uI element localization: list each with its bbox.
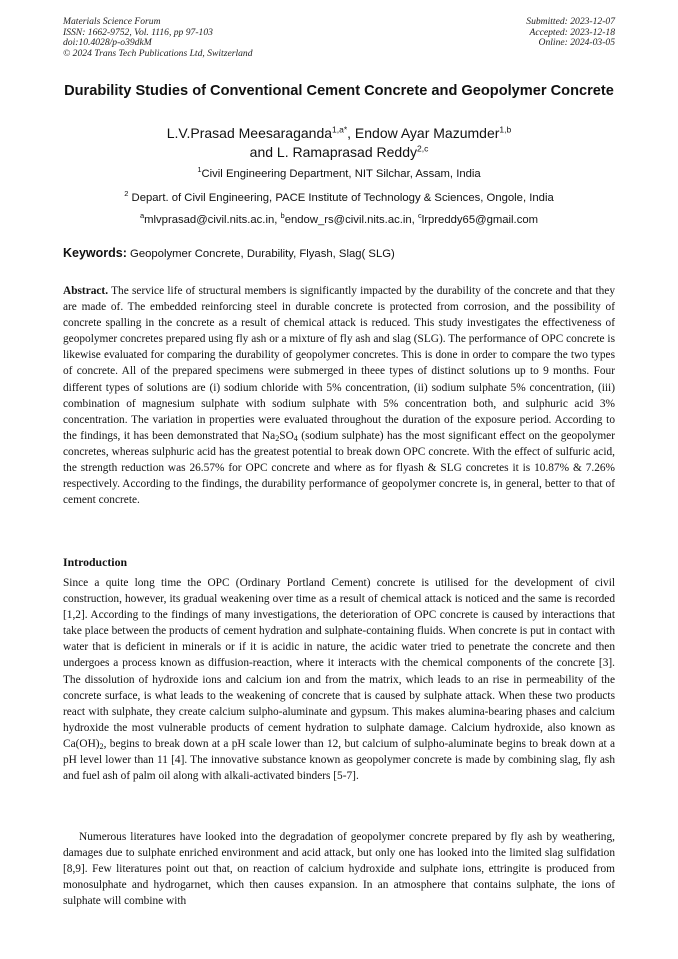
author-name: L. Ramaprasad Reddy: [276, 144, 417, 160]
author-emails: [63, 213, 615, 227]
paragraph-text: , begins to break down at a pH scale lower than 12, but calcium of sulpho-aluminate begins to break down at a pH level lower than 11 [4]. The innovative substance known as geopolymer concrete is made by combining slag, fly ash and fuel ash of palm oil along with alkali-activated binders [5-7].: [63, 737, 615, 783]
affiliation-1: [63, 167, 615, 181]
paragraph-text: Since a quite long time the OPC (Ordinary Portland Cement) concrete is utilised for the development of civil construction, however, its gradual weakening over time as a result of chemical attack is noticed and the same is recorded [1,2]. According to the findings of many investigations, the deterioration of OPC concrete is caused by interactions that take place between the products of cement hydration and sulphate-containing fluids. When concrete is put in contact with water that is deficient in minerals or if it is acidic in nature, the acidic water tried to penetrate the concrete and then undergoes a process known as diffusion-reaction, where it interacts with the chemical components of the concrete [3]. The dissolution of hydroxide ions and calcium ion and from the matrix, which leads to an rise in permeability of the concrete surface, is what leads to the weakening of concrete that is caused by sulphate attack. When these two products react with sulphate, they create calcium sulpho-aluminate and gypsum. This makes alumina-bearing phases and calcium hydroxide the most vulnerable products of cement hydration to sulphate damage. Calcium hydroxide, also known as Ca(OH): [63, 577, 615, 750]
email-mark: c: [417, 211, 422, 221]
issn: ISSN: 1662-9752, Vol. 1116, pp 97-103: [63, 26, 213, 38]
subscript: 2: [99, 741, 104, 751]
affiliation-mark: 1: [197, 165, 202, 175]
doi: doi:10.4028/p-o39dkM: [63, 37, 152, 49]
abstract: [63, 283, 615, 508]
email-mark: b: [280, 211, 285, 221]
publication-dates: [526, 17, 615, 49]
abstract-text: (sodium sulphate) has the most significant effect on the geopolymer concretes, whereas sulphuric acid has the greatest potential to break down OPC concrete. With the effect of sulfuric acid, the strength reduction was 26.57% for OPC concrete and where as for flyash & SLG concretes it is 10.87% & 7.26% respectively. According to the findings, the durability performance of geopolymer concrete is, in general, better to that of cement concrete.: [63, 429, 615, 507]
affiliation-2: [63, 191, 615, 205]
abstract-label: Abstract.: [63, 285, 109, 297]
section-heading-introduction: Introduction: [63, 555, 128, 569]
author-affiliation-mark: 1,b: [499, 124, 512, 135]
accepted-date: Accepted: 2023-12-18: [529, 26, 615, 38]
affiliation-text: Depart. of Civil Engineering, PACE Institute of Technology & Sciences, Ongole, India: [128, 192, 554, 204]
email-mark: a: [139, 211, 145, 221]
author-affiliation-mark: 2,c: [416, 143, 429, 154]
author-conjunction: and: [249, 144, 277, 160]
keywords-label: Keywords:: [63, 246, 127, 260]
copyright: © 2024 Trans Tech Publications Ltd, Switzerland: [63, 47, 253, 59]
introduction-paragraph: [63, 575, 615, 784]
introduction-paragraph: Numerous literatures have looked into the degradation of geopolymer concrete prepared by fly ash by weathering, damages due to sulphate enriched environment and acid attack, but only one has looked into the limited slag sulfidation [8,9]. Few literatures point out that, on reaction of calcium hydroxide and sulphate ions, ettringite is produced from monosulphate and hydrogarnet, which then causes expansion. In an atmosphere that contains sulphate, the ions of sulphate will combine with: [63, 831, 615, 908]
email-address[interactable]: lrpreddy65@gmail.com: [421, 214, 539, 226]
affiliation-text: Civil Engineering Department, NIT Silchar, Assam, India: [201, 168, 481, 180]
abstract-text: SO: [279, 429, 294, 442]
submitted-date: Submitted: 2023-12-07: [526, 16, 615, 27]
affiliation-mark: 2: [124, 189, 129, 199]
email-address[interactable]: endow_rs@civil.nits.ac.in,: [284, 214, 418, 226]
paper-title: Durability Studies of Conventional Cement Concrete and Geopolymer Concrete: [64, 83, 614, 99]
keywords-text: Geopolymer Concrete, Durability, Flyash, Slag( SLG): [126, 248, 395, 260]
subscript: 2: [275, 433, 280, 443]
email-address[interactable]: mlvprasad@civil.nits.ac.in,: [144, 214, 281, 226]
author-name: Endow Ayar Mazumder: [354, 125, 500, 141]
author-affiliation-mark: 1,a*: [332, 124, 348, 135]
journal-name: Materials Science Forum: [63, 16, 161, 27]
author-list: [63, 124, 615, 162]
author-separator: ,: [347, 125, 355, 141]
subscript: 4: [293, 433, 298, 443]
abstract-text: The service life of structural members is significantly impacted by the durability of the concrete and that they are made of. The embedded reinforcing steel in durable concrete is protected from corrosion, and the possibility of concrete spalling in the concrete as a result of chemical attack is reduced. This study investigates the effectiveness of geopolymer concretes prepared using fly ash or a mixture of fly ash and slag (SLG). The performance of OPC concrete is likewise evaluated for comparing the durability of geopolymer concretes. This is done in order to compare the two types of concrete. All of the prepared specimens were submerged in theee types of distinct solutions up to 9 months. Four different types of solutions are (i) sodium chloride with 5% concentration, (ii) sodium sulphate 5% concentration, (iii) combination of magnesium sulphate with sodium sulphate with 5% concentration both, and sulphuric acid 3% concentration. The variation in properties were evaluated throughout the duration of the exposure period. According to the findings, it has been demonstrated that Na: [63, 285, 615, 442]
author-name: L.V.Prasad Meesaraganda: [166, 125, 333, 141]
online-date: Online: 2024-03-05: [538, 37, 615, 49]
keywords: [63, 246, 395, 261]
journal-info: [63, 17, 253, 59]
